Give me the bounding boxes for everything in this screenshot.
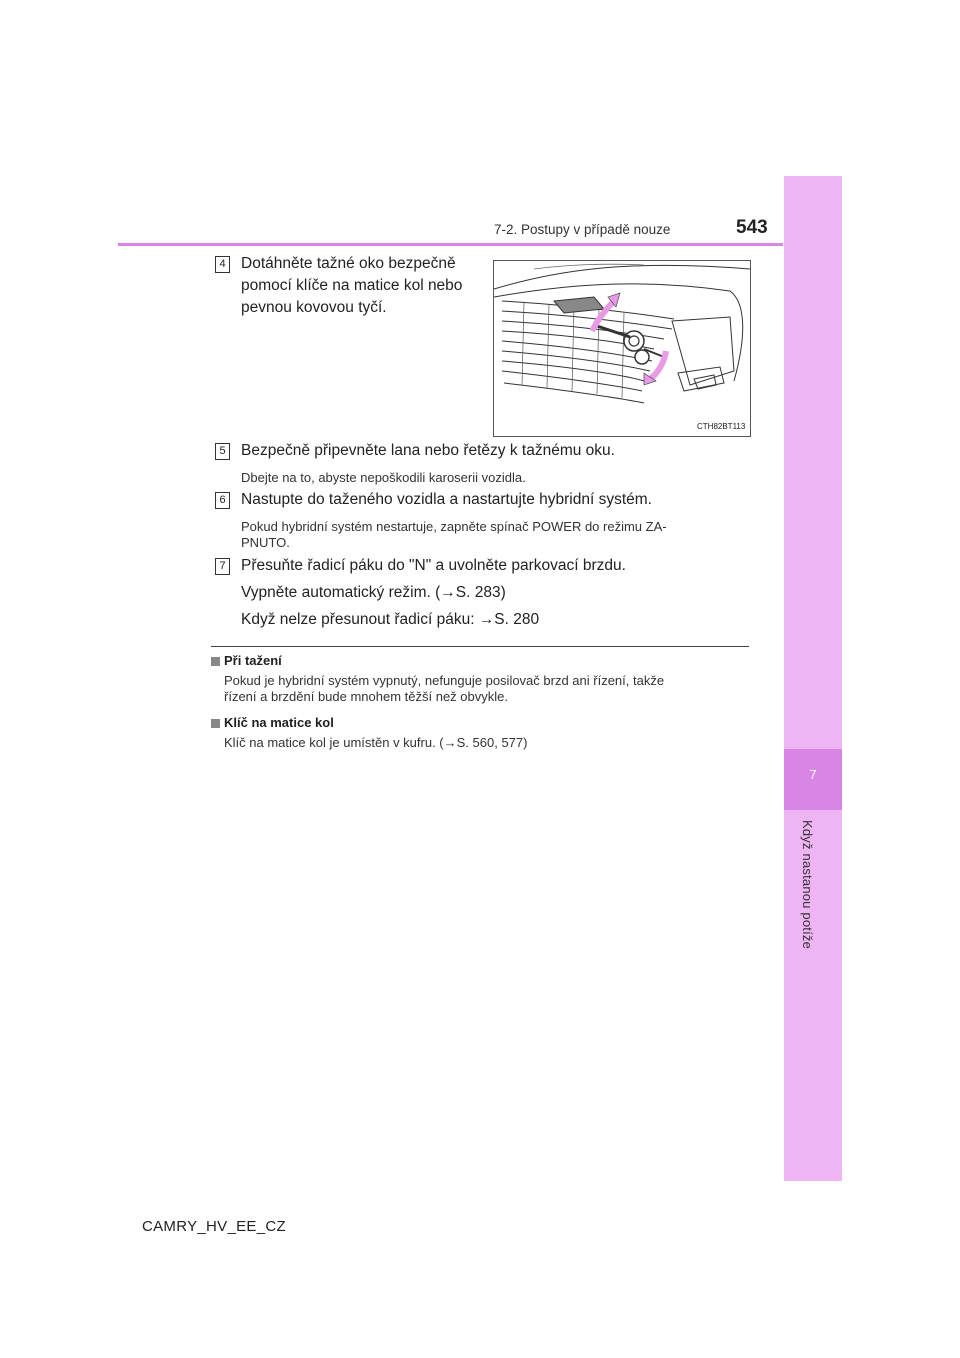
- step-6-note-line: PNUTO.: [241, 535, 290, 550]
- side-tab: [784, 176, 842, 1181]
- chapter-title: Když nastanou potíže: [800, 820, 815, 950]
- step-4-text: [241, 253, 487, 319]
- note-title: Klíč na matice kol: [224, 715, 334, 730]
- header-rule: [118, 243, 783, 246]
- step-7-line: Když nelze přesunout řadicí páku: →S. 280: [241, 611, 540, 628]
- step-number-4: 4: [215, 256, 230, 273]
- step-7-text: Přesuňte řadicí páku do "N" a uvolněte parkovací brzdu.: [241, 557, 626, 574]
- step-number-5: 5: [215, 443, 230, 460]
- note-line: Pokud je hybridní systém vypnutý, nefunguje posilovač brzd ani řízení, takže: [224, 673, 665, 688]
- note-line: Klíč na matice kol je umístěn v kufru. (→S. 560, 577): [224, 735, 528, 750]
- divider: [211, 646, 749, 647]
- figure-label: CTH82BT113: [697, 422, 746, 431]
- bullet-square-icon: [211, 657, 220, 666]
- note-title: Při tažení: [224, 653, 282, 668]
- step-6-note: [241, 519, 749, 551]
- bullet-square-icon: [211, 719, 220, 728]
- note-line: řízení a brzdění bude mnohem těžší než obvykle.: [224, 689, 508, 704]
- tow-eye-illustration: [493, 260, 751, 437]
- step-number-7: 7: [215, 558, 230, 575]
- document-code: CAMRY_HV_EE_CZ: [142, 1218, 286, 1235]
- note-body: [224, 673, 749, 705]
- step-6-note-line: Pokud hybridní systém nestartuje, zapněte spínač POWER do režimu ZA-: [241, 519, 667, 534]
- step-6-text: Nastupte do taženého vozidla a nastartujte hybridní systém.: [241, 491, 652, 508]
- step-5-note: Dbejte na to, abyste nepoškodili karoserii vozidla.: [241, 470, 526, 485]
- step-5-text: Bezpečně připevněte lana nebo řetězy k tažnému oku.: [241, 442, 615, 459]
- step-4-line: pomocí klíče na matice kol nebo: [241, 277, 463, 294]
- step-4-line: pevnou kovovou tyčí.: [241, 299, 387, 316]
- page-number: 543: [736, 217, 768, 238]
- step-4-line: Dotáhněte tažné oko bezpečně: [241, 255, 456, 272]
- step-number-6: 6: [215, 492, 230, 509]
- section-title: 7-2. Postupy v případě nouze: [494, 222, 671, 237]
- chapter-number: 7: [809, 767, 817, 782]
- note-body: [224, 735, 749, 751]
- car-grille-drawing: [494, 261, 750, 436]
- step-7-line: Vypněte automatický režim. (→S. 283): [241, 584, 506, 601]
